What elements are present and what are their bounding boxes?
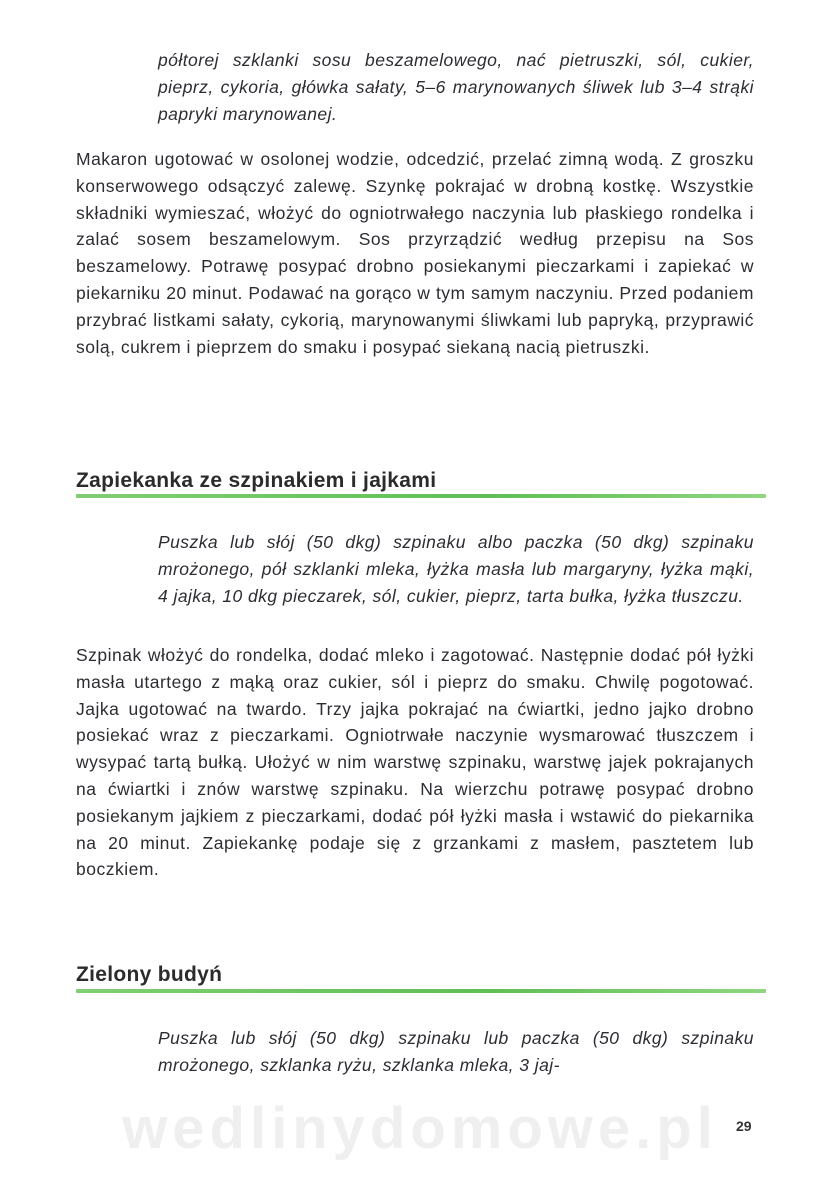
recipe-title-zapiekanka: Zapiekanka ze szpinakiem i jajkami — [76, 469, 437, 492]
method-paragraph-2: Szpinak włożyć do rondelka, dodać mleko i zagotować. Następnie dodać pół łyżki masła utartego z mąką oraz cukier, sól i pieprz do smaku. Chwilę pogotować. Jajka ugotować na twardo. Trzy jajka pokrajać na ćwiartki, jedno jajko drobno posiekać wraz z pieczarkami. Ogniotrwałe naczynie wysmarować tłuszczem i wysypać tartą bułką. Ułożyć w nim warstwę szpinaku, warstwę jajek pokrajanych na ćwiartki i znów warstwę szpinaku. Na wierzchu potrawę posypać drobno posiekanym jajkiem z pieczarkami, dodać pół łyżki masła i wstawić do piekarnika na 20 minut. Zapiekankę podaje się z grzankami z masłem, pasztetem lub boczkiem. — [76, 645, 754, 880]
watermark: wedlinydomowe.pl — [122, 1096, 718, 1161]
title-underline-rule — [76, 494, 766, 498]
recipe-title-zielony-budyn: Zielony budyń — [76, 963, 223, 986]
ingredients-paragraph-3: Puszka lub słój (50 dkg) szpinaku lub paczka (50 dkg) szpinaku mrożonego, szklanka ryżu, szklanka mleka, 3 jaj- — [158, 1028, 754, 1075]
title-underline-rule — [76, 989, 766, 993]
ingredients-paragraph-1: półtorej szklanki sosu beszamelowego, nać pietruszki, sól, cukier, pieprz, cykoria, główka sałaty, 5–6 marynowanych śliwek lub 3–4 strąki papryki marynowanej. — [158, 50, 754, 124]
method-paragraph-1: Makaron ugotować w osolonej wodzie, odcedzić, przelać zimną wodą. Z groszku konserwowego odsączyć zalewę. Szynkę pokrajać w drobną kostkę. Wszystkie składniki wymieszać, włożyć do ogniotrwałego naczynia lub płaskiego rondelka i zalać sosem beszamelowym. Sos przyrządzić według przepisu na Sos beszamelowy. Potrawę posypać drobno posiekanymi pieczarkami i zapiekać w piekarniku 20 minut. Podawać na gorąco w tym samym naczyniu. Przed podaniem przybrać listkami sałaty, cykorią, marynowanymi śliwkami lub papryką, przyprawić solą, cukrem i pieprzem do smaku i posypać siekaną nacią pietruszki. — [76, 149, 754, 357]
ingredients-paragraph-2: Puszka lub słój (50 dkg) szpinaku albo paczka (50 dkg) szpinaku mrożonego, pół szklanki mleka, łyżka masła lub margaryny, łyżka mąki, 4 jajka, 10 dkg pieczarek, sól, cukier, pieprz, tarta bułka, łyżka tłuszczu. — [158, 532, 754, 606]
page-number: 29 — [736, 1118, 752, 1134]
